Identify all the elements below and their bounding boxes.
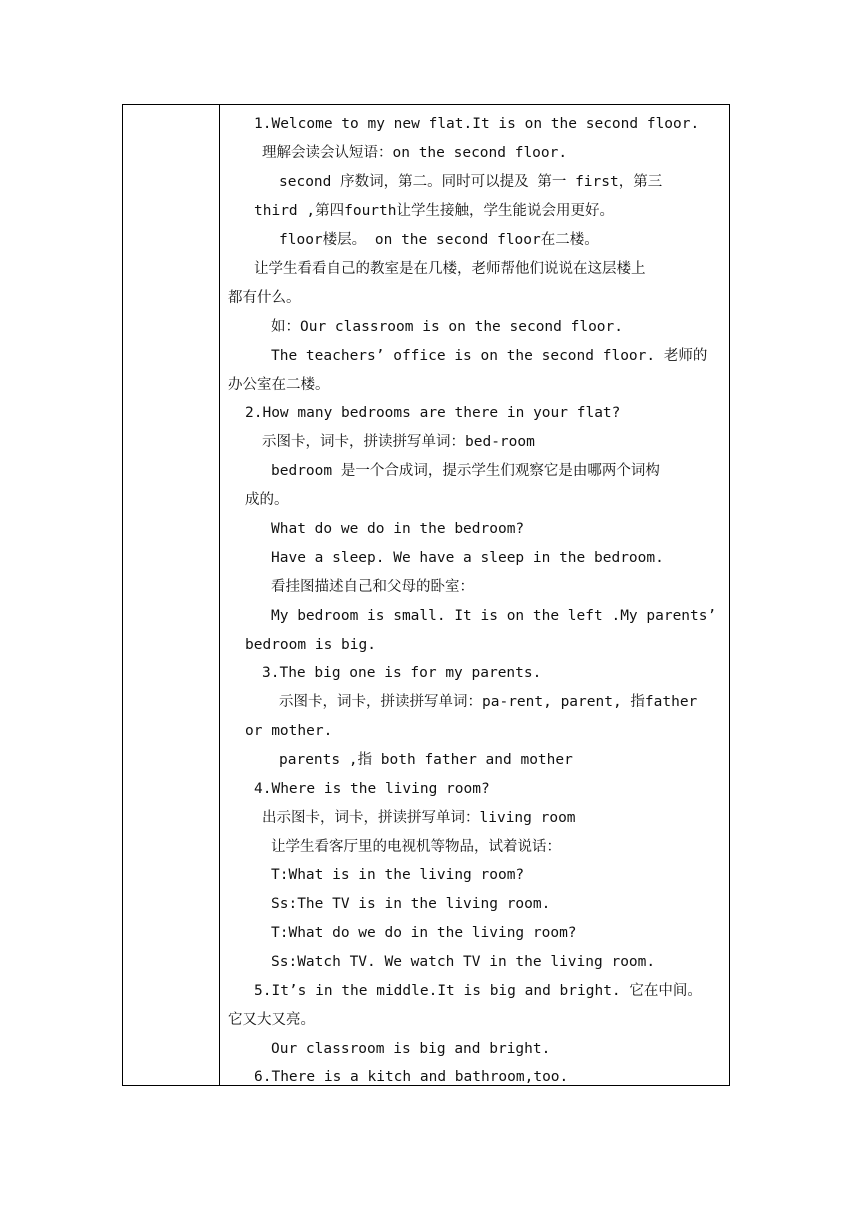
text-line: 看挂图描述自己和父母的卧室： — [271, 579, 474, 595]
text-line: T:What do we do in the living room? — [271, 925, 577, 941]
text-line: The teachers’ office is on the second floor. 老师的 — [271, 348, 708, 364]
text-line: 4.Where is the living room? — [254, 781, 490, 797]
text-line: 理解会读会认短语：on the second floor. — [262, 145, 568, 161]
text-line: Our classroom is big and bright. — [271, 1041, 551, 1057]
text-line: third ,第四fourth让学生接触，学生能说会用更好。 — [254, 203, 614, 219]
table-left-cell — [123, 105, 220, 1085]
text-line: 它又大又亮。 — [228, 1012, 315, 1028]
text-line: floor楼层。 on the second floor在二楼。 — [279, 232, 599, 248]
text-line: bedroom 是一个合成词，提示学生们观察它是由哪两个词构 — [271, 463, 660, 479]
text-line: What do we do in the bedroom? — [271, 521, 525, 537]
text-line: 6.There is a kitch and bathroom,too. — [254, 1069, 569, 1085]
text-line: 如：Our classroom is on the second floor. — [271, 319, 624, 335]
text-line: or mother. — [245, 723, 333, 739]
text-line: 2.How many bedrooms are there in your flat? — [245, 405, 621, 421]
text-line: T:What is in the living room? — [271, 867, 525, 883]
text-line: 都有什么。 — [228, 290, 301, 306]
text-line: 示图卡，词卡，拼读拼写单词：bed-room — [262, 434, 535, 450]
text-line: 出示图卡，词卡，拼读拼写单词：living room — [262, 810, 576, 826]
text-line: 3.The big one is for my parents. — [262, 665, 542, 681]
text-line: My bedroom is small. It is on the left .My parents’ — [271, 608, 717, 624]
text-line: second 序数词，第二。同时可以提及 第一 first，第三 — [279, 174, 663, 190]
text-line: 让学生看看自己的教室是在几楼，老师帮他们说说在这层楼上 — [254, 261, 646, 277]
text-line: 1.Welcome to my new flat.It is on the second floor. — [254, 116, 700, 132]
text-line: 办公室在二楼。 — [228, 377, 330, 393]
text-line: parents ,指 both father and mother — [279, 752, 573, 768]
text-line: Ss:Watch TV. We watch TV in the living room. — [271, 954, 656, 970]
lesson-table — [122, 104, 730, 1086]
text-line: 5.It’s in the middle.It is big and bright. 它在中间。 — [254, 983, 702, 999]
text-line: Ss:The TV is in the living room. — [271, 896, 551, 912]
text-line: 让学生看客厅里的电视机等物品，试着说话： — [271, 839, 561, 855]
text-line: 示图卡，词卡，拼读拼写单词：pa-rent, parent, 指father — [279, 694, 698, 710]
text-line: 成的。 — [245, 492, 289, 508]
text-line: Have a sleep. We have a sleep in the bedroom. — [271, 550, 664, 566]
text-line: bedroom is big. — [245, 637, 376, 653]
